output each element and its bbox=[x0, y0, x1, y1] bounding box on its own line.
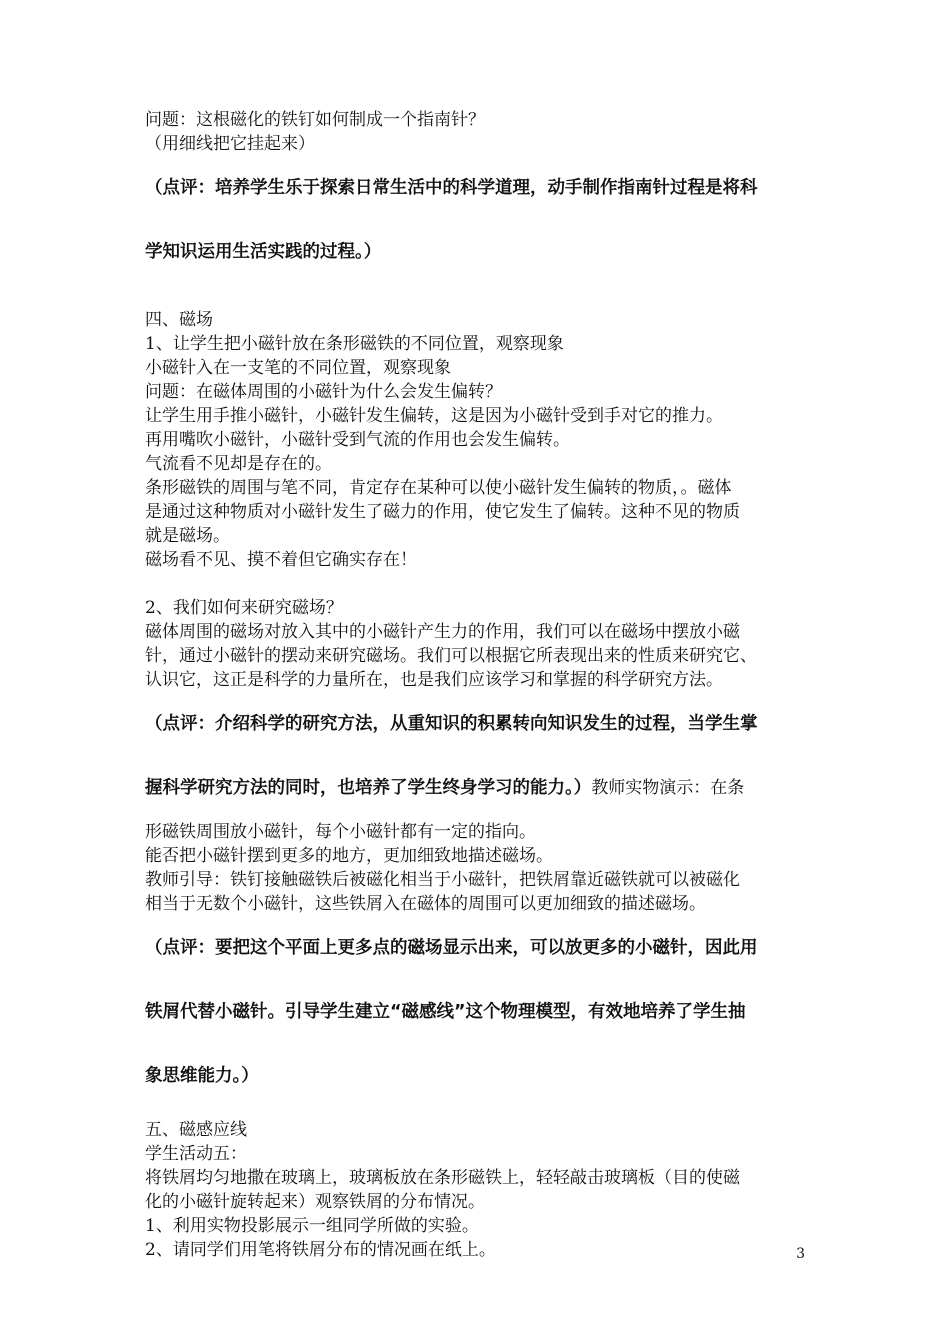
section-4-line: 就是磁场。 bbox=[145, 526, 230, 546]
section-4-line: 问题：在磁体周围的小磁针为什么会发生偏转？ bbox=[145, 382, 502, 402]
comment-3-line-1: （点评：要把这个平面上更多点的磁场显示出来，可以放更多的小磁针，因此用 bbox=[145, 938, 758, 958]
section-4b-heading: 2、我们如何来研究磁场？ bbox=[145, 598, 343, 618]
section-4c-line: 相当于无数个小磁针，这些铁屑入在磁体的周围可以更加细致的描述磁场。 bbox=[145, 894, 706, 914]
section-4c-line: 能否把小磁针摆到更多的地方，更加细致地描述磁场。 bbox=[145, 846, 553, 866]
comment-2-line-1: （点评：介绍科学的研究方法，从重知识的积累转向知识发生的过程，当学生掌 bbox=[145, 714, 758, 734]
section-5-line: 化的小磁针旋转起来）观察铁屑的分布情况。 bbox=[145, 1192, 485, 1212]
section-5-heading: 五、磁感应线 bbox=[145, 1120, 247, 1140]
section-4b-line: 认识它，这正是科学的力量所在，也是我们应该学习和掌握的科学研究方法。 bbox=[145, 670, 723, 690]
comment-3-line-2: 铁屑代替小磁针。引导学生建立“磁感线”这个物理模型，有效地培养了学生抽 bbox=[145, 1002, 746, 1022]
section-5-line: 学生活动五： bbox=[145, 1144, 247, 1164]
section-4-line: 条形磁铁的周围与笔不同，肯定存在某种可以使小磁针发生偏转的物质，。磁体 bbox=[145, 478, 732, 498]
demo-intro: 教师实物演示：在条 bbox=[591, 778, 745, 798]
section-4b-line: 针，通过小磁针的摆动来研究磁场。我们可以根据它所表现出来的性质来研究它、 bbox=[145, 646, 757, 666]
comment-1-line-1: （点评：培养学生乐于探索日常生活中的科学道理，动手制作指南针过程是将科 bbox=[145, 178, 758, 198]
section-4c-line: 教师引导：铁钉接触磁铁后被磁化相当于小磁针，把铁屑靠近磁铁就可以被磁化 bbox=[145, 870, 740, 890]
comment-2-line-2 bbox=[145, 756, 810, 820]
section-4-line: 磁场看不见、摸不着但它确实存在！ bbox=[145, 550, 417, 570]
comment-3-line-3: 象思维能力。） bbox=[145, 1066, 259, 1086]
answer-line: （用细线把它挂起来） bbox=[145, 134, 315, 154]
section-4c-line: 形磁铁周围放小磁针，每个小磁针都有一定的指向。 bbox=[145, 822, 536, 842]
section-5-line: 1、利用实物投影展示一组同学所做的实验。 bbox=[145, 1216, 479, 1236]
section-4-line: 是通过这种物质对小磁针发生了磁力的作用，使它发生了偏转。这种不见的物质 bbox=[145, 502, 740, 522]
comment-1-line-2: 学知识运用生活实践的过程。） bbox=[145, 242, 382, 262]
section-4-line: 再用嘴吹小磁针，小磁针受到气流的作用也会发生偏转。 bbox=[145, 430, 570, 450]
section-4-heading: 四、磁场 bbox=[145, 310, 213, 330]
section-5-line: 将铁屑均匀地撒在玻璃上，玻璃板放在条形磁铁上，轻轻敲击玻璃板（目的使磁 bbox=[145, 1168, 740, 1188]
section-4-line: 1、让学生把小磁针放在条形磁铁的不同位置，观察现象 bbox=[145, 334, 564, 354]
section-4-line: 让学生用手推小磁针，小磁针发生偏转，这是因为小磁针受到手对它的推力。 bbox=[145, 406, 723, 426]
question-line: 问题：这根磁化的铁钉如何制成一个指南针？ bbox=[145, 110, 485, 130]
comment-2-text: 握科学研究方法的同时，也培养了学生终身学习的能力。） bbox=[145, 778, 592, 798]
document-body bbox=[145, 108, 810, 1262]
page-number: 3 bbox=[796, 1246, 805, 1262]
section-5-line: 2、请同学们用笔将铁屑分布的情况画在纸上。 bbox=[145, 1240, 496, 1260]
section-4b-line: 磁体周围的磁场对放入其中的小磁针产生力的作用，我们可以在磁场中摆放小磁 bbox=[145, 622, 740, 642]
section-4-line: 小磁针入在一支笔的不同位置，观察现象 bbox=[145, 358, 451, 378]
section-4-line: 气流看不见却是存在的。 bbox=[145, 454, 332, 474]
